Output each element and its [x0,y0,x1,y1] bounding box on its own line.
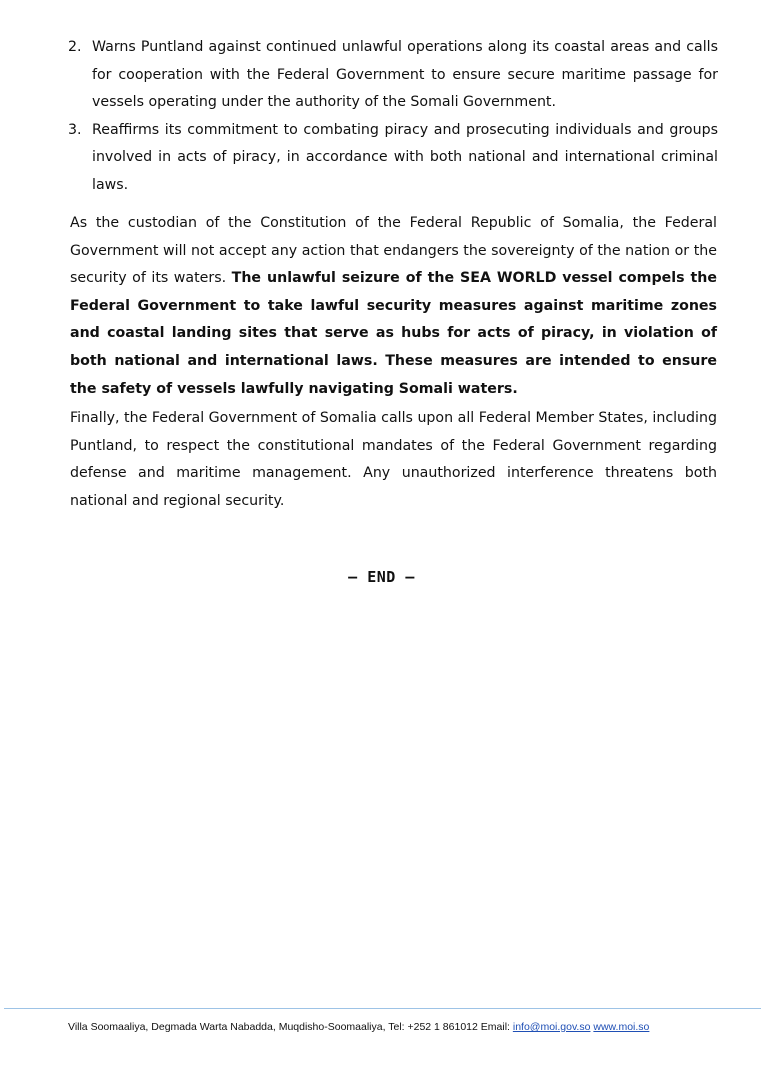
list-item [68,34,718,117]
numbered-list [68,34,718,200]
list-item-text: Warns Puntland against continued unlawful operations along its coastal areas and calls for cooperation with the Federal Government to ensure secure maritime passage for vessels operating under the authority of the Somali Government. [92,39,718,111]
footer [68,1020,758,1034]
custodian-paragraph [70,210,717,403]
list-item-number: 3. [68,121,82,138]
list-item [68,117,718,200]
footer-address: Villa Soomaaliya, Degmada Warta Nabadda, Muqdisho-Soomaaliya, Tel: +252 1 861012 Email: [68,1021,513,1033]
list-item-text: Reaffirms its commitment to combating piracy and prosecuting individuals and groups involved in acts of piracy, in accordance with both national and international criminal laws. [92,121,718,193]
footer-divider [4,1008,761,1009]
footer-email-link[interactable]: info@moi.gov.so [512,1021,591,1033]
end-marker: — END — [348,568,415,586]
finally-paragraph: Finally, the Federal Government of Somalia calls upon all Federal Member States, including Puntland, to respect the constitutional mandates of the Federal Government regarding defense and maritime management. Any unauthorized interference threatens both national and regional security. [70,410,717,509]
list-item-number: 2. [68,39,82,55]
custodian-regular-text: As the custodian of the Constitution of the Federal Republic of Somalia, the Federal Government will not accept any action that endangers the sovereignty of the nation or the security of its waters. [70,215,717,287]
footer-website-link[interactable]: www.moi.so [593,1021,650,1033]
custodian-bold-text: The unlawful seizure of the SEA WORLD vessel compels the Federal Government to take lawful security measures against maritime zones and coastal landing sites that serve as hubs for acts of piracy, in violation of both national and international laws. These measures are intended to ensure the safety of vessels lawfully navigating Somali waters. [70,270,717,397]
